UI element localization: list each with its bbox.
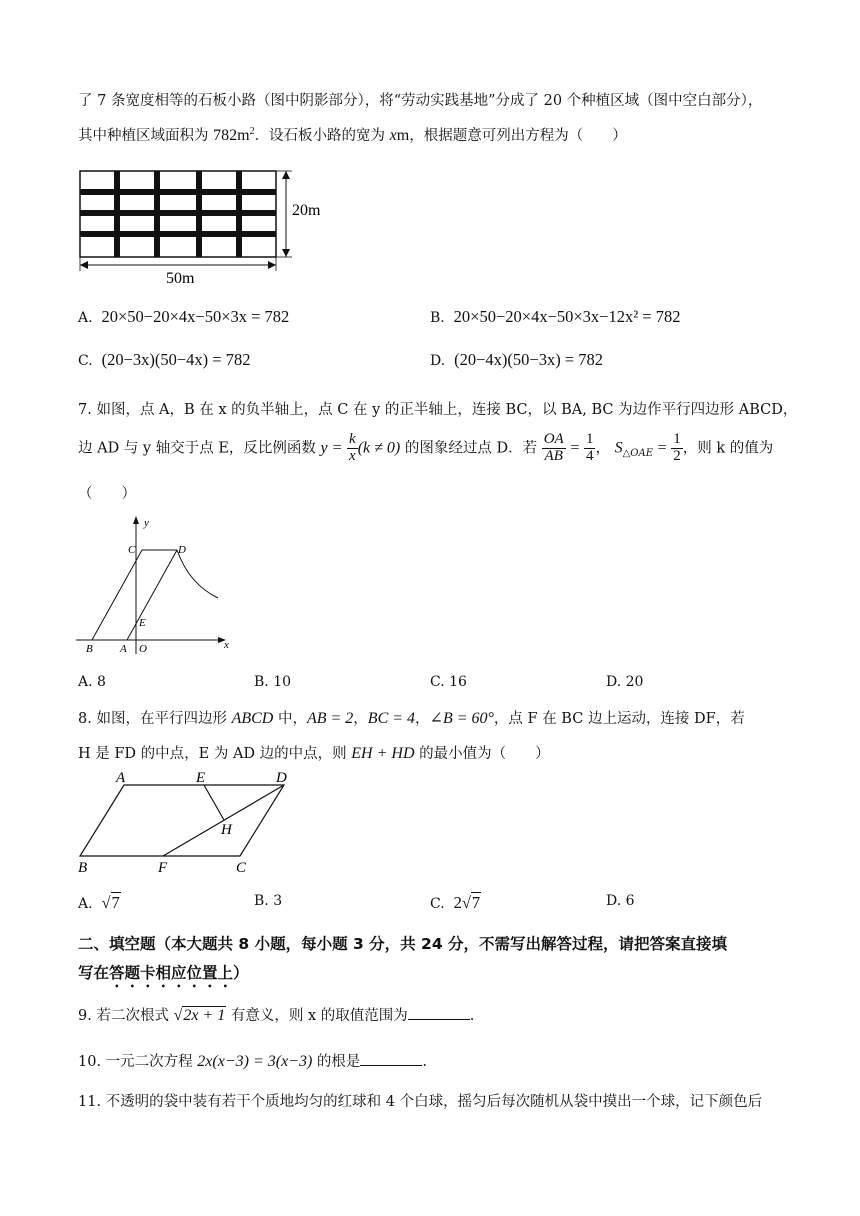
svg-text:x: x: [224, 639, 229, 651]
svg-text:B: B: [86, 643, 93, 655]
q7-text-line2: 边 AD 与 y 轴交于点 E，反比例函数 y = $\frac{k}{x}$ (k ≠ 0) 的图象经过点 D．若 $\frac{OA}{AB}$ = $\frac{1}{4}$ ， $S_{\triangle OAE}$ = $\frac{1}{2}$ ，则 k 的值为: [78, 431, 774, 464]
svg-text:H: H: [221, 822, 232, 838]
svg-text:A: A: [120, 643, 127, 655]
q8-option-a[interactable]: A. √7: [78, 893, 120, 912]
svg-text:D: D: [178, 544, 186, 556]
q7-option-c[interactable]: C. 16: [430, 674, 467, 690]
section2-heading-line1: 二、填空题（本大题共 8 小题，每小题 3 分，共 24 分，不需写出解答过程，请把答案直接填: [78, 935, 728, 953]
q8-option-c[interactable]: C. 2√7: [430, 893, 481, 912]
q7-option-d[interactable]: D. 20: [606, 674, 644, 690]
svg-text:E: E: [196, 770, 206, 786]
q8-text-line1: 8. 如图，在平行四边形 ABCD 中，AB = 2，BC = 4，∠B = 60°，点 F 在 BC 边上运动，连接 DF，若: [78, 710, 745, 727]
q6-option-a[interactable]: A. 20×50−20×4x−50×3x = 782: [78, 307, 290, 326]
height-label: 20m: [292, 202, 321, 219]
svg-text:E: E: [139, 617, 146, 629]
q7-option-a[interactable]: A. 8: [78, 674, 106, 690]
q8-option-b[interactable]: B. 3: [254, 893, 283, 909]
svg-text:F: F: [158, 860, 168, 876]
q10-answer-blank[interactable]: [360, 1065, 422, 1066]
svg-text:B: B: [78, 860, 88, 876]
q11-text: 11. 不透明的袋中装有若干个质地均匀的红球和 4 个白球，摇匀后每次随机从袋中摸出一个球，记下颜色后: [78, 1094, 763, 1110]
svg-text:C: C: [128, 544, 136, 556]
q6-text-line1: 了 7 条宽度相等的石板小路（图中阴影部分），将“劳动实践基地”分成了 20 个种植区域（图中空白部分），: [78, 93, 763, 109]
svg-text:C: C: [236, 860, 247, 876]
svg-text:A: A: [116, 770, 126, 786]
q9-answer-blank[interactable]: [408, 1019, 470, 1020]
svg-text:O: O: [139, 643, 147, 655]
svg-text:D: D: [276, 770, 287, 786]
q6-option-c[interactable]: C. (20−3x)(50−4x) = 782: [78, 350, 251, 369]
section2-heading-line2: 写在答题卡相应位置上）: [78, 964, 249, 982]
q8-text-line2: H 是 FD 的中点，E 为 AD 边的中点，则 EH + HD 的最小值为（ ）: [78, 745, 550, 762]
q6-option-b[interactable]: B. 20×50−20×4x−50×3x−12x² = 782: [430, 307, 681, 326]
q6-garden-figure: [74, 165, 344, 285]
q8-option-d[interactable]: D. 6: [606, 893, 635, 909]
q8-parallelogram-figure: [74, 768, 294, 876]
q7-text-line3: （ ）: [78, 486, 136, 502]
q9-text: 9. 若二次根式 √2x + 1 有意义，则 x 的取值范围为 .: [78, 1007, 475, 1024]
q10-text: 10. 一元二次方程 2x(x−3) = 3(x−3) 的根是 .: [78, 1053, 428, 1070]
q7-text-line1: 7. 如图，点 A，B 在 x 的负半轴上，点 C 在 y 的正半轴上，连接 BC，以 BA, BC 为边作平行四边形 ABCD，: [78, 402, 798, 418]
q7-option-b[interactable]: B. 10: [254, 674, 292, 690]
q6-option-d[interactable]: D. (20−4x)(50−3x) = 782: [430, 350, 603, 369]
q7-coordinate-figure: [74, 512, 244, 657]
width-label: 50m: [166, 270, 195, 285]
svg-text:y: y: [144, 517, 149, 529]
q6-text-line2: 其中种植区域面积为 $782m^2$．设石板小路的宽为 xm，根据题意可列出方程为（ ）: [78, 126, 627, 144]
